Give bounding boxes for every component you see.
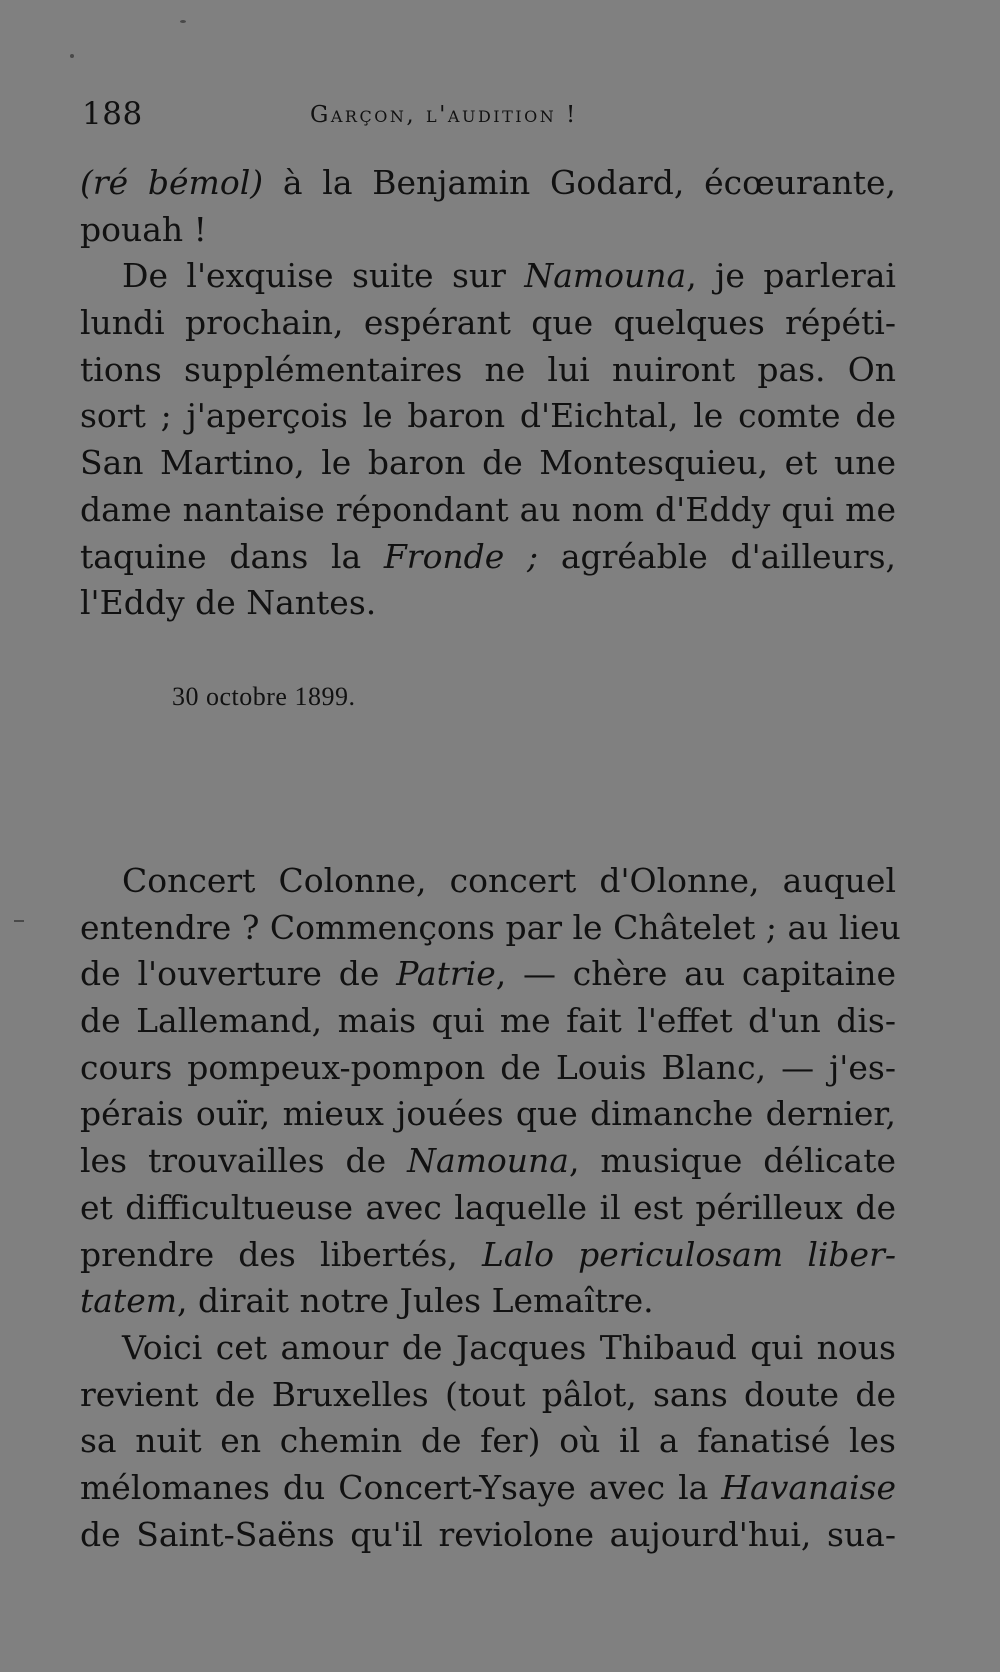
text-line bbox=[80, 1091, 896, 1138]
text-run: sort ; j'aperçois le baron d'Eichtal, le comte de bbox=[80, 396, 896, 436]
text-line bbox=[80, 951, 896, 998]
italic-text: ré bémol) bbox=[92, 163, 264, 202]
italic-text: Namouna bbox=[407, 1141, 569, 1181]
dateline: 30 octobre 1899. bbox=[172, 682, 356, 711]
text-run: de Lallemand, mais qui me fait l'effet d'un dis- bbox=[80, 1001, 896, 1041]
ink-speck bbox=[70, 54, 74, 58]
text-run: lundi prochain, espérant que quelques répéti- bbox=[80, 303, 896, 343]
text-line bbox=[80, 1278, 896, 1325]
text-run: De l'exquise suite sur bbox=[122, 256, 525, 296]
text-run: Voici cet amour de Jacques Thibaud qui nous bbox=[122, 1327, 896, 1367]
text-line bbox=[80, 207, 896, 254]
text-run: , dirait notre Jules Lemaître. bbox=[177, 1281, 654, 1321]
text-run: cours pompeux-pompon de Louis Blanc, — j'es- bbox=[80, 1047, 896, 1087]
text-line bbox=[80, 1418, 896, 1465]
text-line bbox=[80, 253, 896, 300]
text-line bbox=[80, 1045, 896, 1092]
italic-text: Patrie bbox=[396, 954, 496, 994]
text-run: entendre ? Commençons par le Châtelet ; au lieu bbox=[80, 907, 901, 947]
ink-speck bbox=[180, 20, 186, 23]
text-run: revient de Bruxelles (tout pâlot, sans doute de bbox=[80, 1374, 896, 1414]
text-line bbox=[80, 1325, 896, 1372]
text-run: , je parlerai bbox=[686, 256, 896, 296]
text-line bbox=[80, 1232, 896, 1279]
italic-text: Fronde ; bbox=[383, 536, 539, 576]
text-run: dame nantaise répondant au nom d'Eddy qui me bbox=[80, 489, 896, 529]
text-line bbox=[80, 1465, 896, 1512]
page-number: 188 bbox=[82, 96, 143, 132]
text-run: tions supplémentaires ne lui nuiront pas. On bbox=[80, 349, 896, 389]
text-run: sa nuit en chemin de fer) où il a fanatisé les bbox=[80, 1421, 896, 1461]
text-line bbox=[80, 487, 896, 534]
running-title: Garçon, l'audition ! bbox=[310, 102, 578, 128]
italic-text: tatem bbox=[80, 1281, 178, 1321]
text-line bbox=[80, 1372, 896, 1419]
text-line bbox=[80, 580, 896, 627]
text-run: pouah ! bbox=[80, 209, 207, 249]
text-run: taquine dans la bbox=[80, 536, 384, 576]
text-line bbox=[80, 347, 896, 394]
text-line bbox=[80, 858, 896, 905]
italic-text: Namouna bbox=[524, 256, 687, 296]
text-run: San Martino, le baron de Montesquieu, et une bbox=[80, 443, 896, 483]
text-line bbox=[80, 534, 896, 581]
text-line bbox=[80, 1185, 896, 1232]
text-run: prendre des libertés, bbox=[80, 1234, 482, 1274]
text-line bbox=[80, 1512, 896, 1559]
text-run: l'Eddy de Nantes. bbox=[80, 583, 377, 623]
italic-text: ( bbox=[80, 163, 93, 202]
text-run: mélomanes du Concert-Ysaye avec la bbox=[80, 1467, 722, 1507]
text-run: de Saint-Saëns qu'il reviolone aujourd'hui, sua- bbox=[80, 1514, 896, 1554]
page-header bbox=[82, 96, 682, 140]
text-block-first bbox=[80, 160, 896, 627]
text-run: agréable d'ailleurs, bbox=[538, 536, 896, 576]
text-line bbox=[80, 393, 896, 440]
text-line bbox=[80, 160, 896, 207]
text-run: de l'ouverture de bbox=[80, 954, 397, 994]
ink-speck bbox=[14, 920, 24, 922]
text-run: les trouvailles de bbox=[80, 1141, 408, 1181]
text-run: Concert Colonne, concert d'Olonne, auquel bbox=[122, 861, 896, 900]
text-line bbox=[80, 905, 901, 952]
text-run: , musique délicate bbox=[568, 1141, 896, 1181]
text-line bbox=[80, 1138, 896, 1185]
text-line bbox=[80, 998, 896, 1045]
text-run: à la Benjamin Godard, écœurante, bbox=[263, 163, 896, 202]
text-line bbox=[80, 440, 896, 487]
italic-text: Lalo periculosam liber- bbox=[481, 1234, 896, 1274]
text-block-second bbox=[80, 858, 901, 1558]
text-line bbox=[80, 300, 896, 347]
text-run: , — chère au capitaine bbox=[495, 954, 896, 994]
text-run: et difficultueuse avec laquelle il est périlleux de bbox=[80, 1187, 896, 1227]
text-run: pérais ouïr, mieux jouées que dimanche dernier, bbox=[80, 1094, 896, 1134]
italic-text: Havanaise bbox=[721, 1467, 896, 1507]
